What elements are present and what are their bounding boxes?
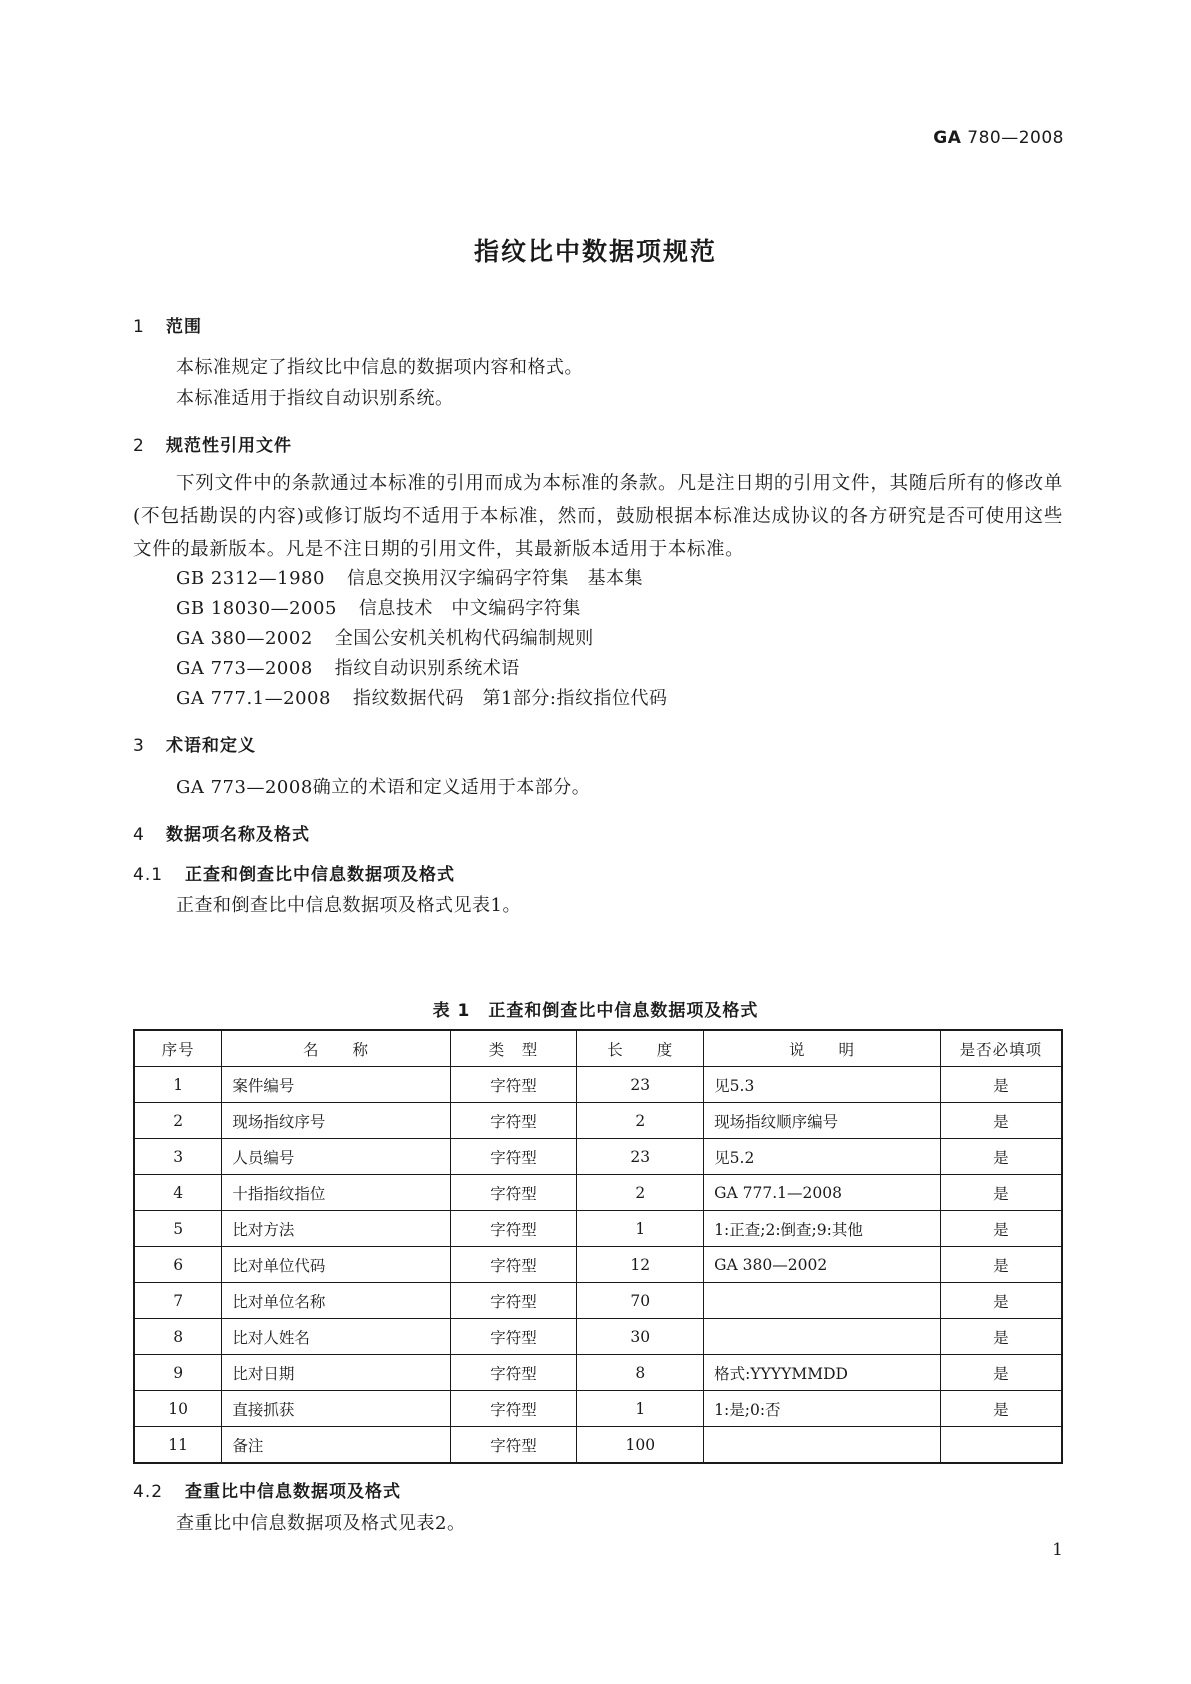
cell-index: 3 <box>134 1139 222 1175</box>
cell-name: 人员编号 <box>222 1139 450 1175</box>
col-header-required: 是否必填项 <box>940 1030 1062 1067</box>
cell-description: 1:是;0:否 <box>704 1391 941 1427</box>
cell-required: 是 <box>940 1283 1062 1319</box>
cell-type: 字符型 <box>450 1283 577 1319</box>
cell-name: 现场指纹序号 <box>222 1103 450 1139</box>
col-header-type: 类 型 <box>450 1030 577 1067</box>
table-row <box>134 1139 1062 1175</box>
cell-description: 格式:YYYYMMDD <box>704 1355 941 1391</box>
cell-description <box>704 1427 941 1464</box>
cell-name: 十指指纹指位 <box>222 1175 450 1211</box>
table-row <box>134 1391 1062 1427</box>
cell-index: 6 <box>134 1247 222 1283</box>
cell-name: 直接抓获 <box>222 1391 450 1427</box>
table-row <box>134 1103 1062 1139</box>
cell-required: 是 <box>940 1211 1062 1247</box>
cell-length: 12 <box>577 1247 704 1283</box>
cell-index: 11 <box>134 1427 222 1464</box>
cell-description: 现场指纹顺序编号 <box>704 1103 941 1139</box>
cell-length: 8 <box>577 1355 704 1391</box>
cell-description <box>704 1283 941 1319</box>
section-4-heading: 4 数据项名称及格式 <box>133 825 310 845</box>
section-2-intro: 下列文件中的条款通过本标准的引用而成为本标准的条款。凡是注日期的引用文件，其随后所有的修改单(不包括勘误的内容)或修订版均不适用于本标准，然而，鼓励根据本标准达成协议的各方研究是否可使用这些文件的最新版本。凡是不注日期的引用文件，其最新版本适用于本标准。 <box>133 473 1063 560</box>
cell-type: 字符型 <box>450 1175 577 1211</box>
section-4-2-heading: 4.2 查重比中信息数据项及格式 <box>133 1482 401 1502</box>
normative-ref: GA 777.1—2008 指纹数据代码 第1部分:指纹指位代码 <box>176 688 668 709</box>
cell-type: 字符型 <box>450 1139 577 1175</box>
cell-index: 10 <box>134 1391 222 1427</box>
cell-length: 2 <box>577 1103 704 1139</box>
cell-name: 备注 <box>222 1427 450 1464</box>
cell-description: 1:正查;2:倒查;9:其他 <box>704 1211 941 1247</box>
cell-index: 1 <box>134 1067 222 1103</box>
table-1 <box>133 1029 1063 1464</box>
table-row <box>134 1067 1062 1103</box>
document-title: 指纹比中数据项规范 <box>473 237 717 266</box>
table-row <box>134 1427 1062 1464</box>
cell-index: 2 <box>134 1103 222 1139</box>
cell-required: 是 <box>940 1175 1062 1211</box>
table-1-caption: 表 1 正查和倒查比中信息数据项及格式 <box>432 1001 759 1021</box>
table-row <box>134 1319 1062 1355</box>
section-1-heading: 1 范围 <box>133 317 202 337</box>
cell-length: 23 <box>577 1067 704 1103</box>
table-header-row <box>134 1030 1062 1067</box>
cell-length: 1 <box>577 1211 704 1247</box>
cell-required: 是 <box>940 1139 1062 1175</box>
section-1-para-1: 本标准规定了指纹比中信息的数据项内容和格式。 <box>176 357 583 378</box>
normative-ref: GB 18030—2005 信息技术 中文编码字符集 <box>176 598 581 619</box>
col-header-index: 序号 <box>134 1030 222 1067</box>
cell-length: 23 <box>577 1139 704 1175</box>
table-row <box>134 1175 1062 1211</box>
section-2-heading: 2 规范性引用文件 <box>133 436 292 456</box>
cell-name: 比对单位代码 <box>222 1247 450 1283</box>
cell-type: 字符型 <box>450 1355 577 1391</box>
cell-index: 7 <box>134 1283 222 1319</box>
section-3-heading: 3 术语和定义 <box>133 736 256 756</box>
cell-type: 字符型 <box>450 1211 577 1247</box>
col-header-length: 长 度 <box>577 1030 704 1067</box>
cell-required: 是 <box>940 1391 1062 1427</box>
cell-required: 是 <box>940 1247 1062 1283</box>
col-header-description: 说 明 <box>704 1030 941 1067</box>
cell-length: 30 <box>577 1319 704 1355</box>
col-header-name: 名 称 <box>222 1030 450 1067</box>
section-4-2-para: 查重比中信息数据项及格式见表2。 <box>176 1513 466 1534</box>
cell-name: 比对单位名称 <box>222 1283 450 1319</box>
normative-ref: GB 2312—1980 信息交换用汉字编码字符集 基本集 <box>176 568 643 589</box>
cell-required: 是 <box>940 1355 1062 1391</box>
cell-length: 70 <box>577 1283 704 1319</box>
cell-type: 字符型 <box>450 1319 577 1355</box>
cell-description: GA 777.1—2008 <box>704 1175 941 1211</box>
table-row <box>134 1211 1062 1247</box>
cell-type: 字符型 <box>450 1247 577 1283</box>
section-4-1-para: 正查和倒查比中信息数据项及格式见表1。 <box>176 895 521 916</box>
cell-type: 字符型 <box>450 1103 577 1139</box>
cell-name: 案件编号 <box>222 1067 450 1103</box>
section-4-1-heading: 4.1 正查和倒查比中信息数据项及格式 <box>133 865 455 885</box>
cell-required: 是 <box>940 1319 1062 1355</box>
normative-ref: GA 380—2002 全国公安机关机构代码编制规则 <box>176 628 594 649</box>
cell-description: GA 380—2002 <box>704 1247 941 1283</box>
cell-description <box>704 1319 941 1355</box>
cell-type: 字符型 <box>450 1391 577 1427</box>
cell-index: 5 <box>134 1211 222 1247</box>
cell-index: 9 <box>134 1355 222 1391</box>
normative-ref: GA 773—2008 指纹自动识别系统术语 <box>176 658 520 679</box>
cell-required: 是 <box>940 1067 1062 1103</box>
cell-length: 2 <box>577 1175 704 1211</box>
cell-type: 字符型 <box>450 1067 577 1103</box>
cell-type: 字符型 <box>450 1427 577 1464</box>
cell-length: 100 <box>577 1427 704 1464</box>
cell-name: 比对方法 <box>222 1211 450 1247</box>
cell-name: 比对日期 <box>222 1355 450 1391</box>
cell-index: 4 <box>134 1175 222 1211</box>
table-row <box>134 1283 1062 1319</box>
cell-index: 8 <box>134 1319 222 1355</box>
section-1-para-2: 本标准适用于指纹自动识别系统。 <box>176 388 454 409</box>
cell-required: 是 <box>940 1103 1062 1139</box>
cell-length: 1 <box>577 1391 704 1427</box>
table-row <box>134 1355 1062 1391</box>
cell-description: 见5.2 <box>704 1139 941 1175</box>
standard-code: GA 780—2008 <box>933 128 1064 148</box>
cell-description: 见5.3 <box>704 1067 941 1103</box>
page-number: 1 <box>1052 1540 1063 1560</box>
cell-name: 比对人姓名 <box>222 1319 450 1355</box>
section-3-para: GA 773—2008确立的术语和定义适用于本部分。 <box>176 777 591 798</box>
cell-required <box>940 1427 1062 1464</box>
table-row <box>134 1247 1062 1283</box>
